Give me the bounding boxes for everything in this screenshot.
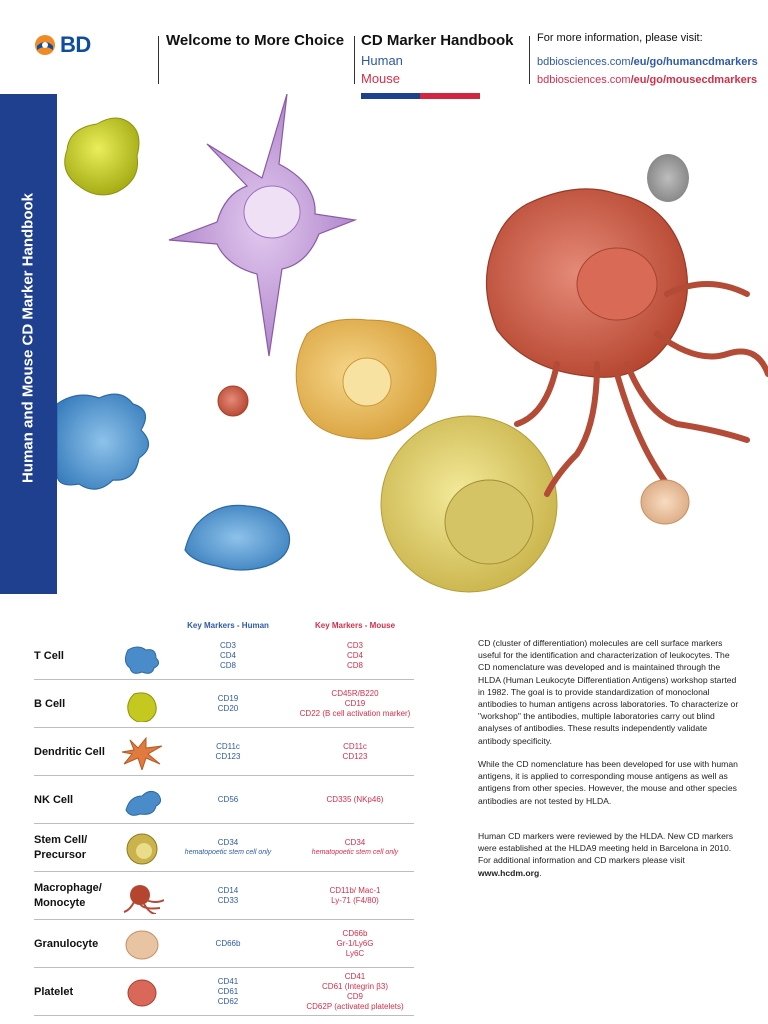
stem-cell-icon xyxy=(120,832,164,866)
table-row xyxy=(34,920,414,968)
human-markers xyxy=(168,632,288,680)
dendritic-cell-icon xyxy=(120,736,164,770)
human-marker: CD8 xyxy=(219,661,236,670)
human-marker: CD4 xyxy=(219,651,236,660)
human-marker: CD14 xyxy=(217,886,239,895)
bd-logo xyxy=(34,32,91,58)
mouse-marker: CD11b/ Mac-1 xyxy=(329,886,381,895)
mouse-marker: Gr-1/Ly6G xyxy=(336,939,374,948)
mouse-marker: CD8 xyxy=(346,661,363,670)
link-path: /eu/go/mousecdmarkers xyxy=(630,74,758,86)
handbook-title: CD Marker Handbook xyxy=(361,32,514,49)
mouse-markers xyxy=(290,680,420,728)
cell-type-name: Dendritic Cell xyxy=(34,745,105,758)
b-cell-illustration xyxy=(65,118,139,195)
mouse-marker: CD66b xyxy=(342,929,368,938)
description-paragraph-3-end: . xyxy=(539,867,542,878)
mouse-marker: CD11c xyxy=(343,742,367,751)
mouse-marker: CD22 (B cell activation marker) xyxy=(299,709,411,718)
grey-cell-illustration xyxy=(647,154,689,202)
mouse-marker: CD19 xyxy=(344,699,366,708)
mouse-marker: Ly6C xyxy=(345,949,365,958)
human-marker: CD62 xyxy=(217,997,239,1006)
small-red-cell-illustration xyxy=(218,386,248,416)
link-domain: bdbiosciences.com xyxy=(537,74,631,86)
mouse-markers-link[interactable] xyxy=(537,74,757,86)
mouse-marker: Ly-71 (F4/80) xyxy=(331,896,379,905)
b-cell-icon xyxy=(120,688,164,722)
nk-cell-illustration xyxy=(185,505,290,570)
hcdm-link[interactable]: www.hcdm.org xyxy=(478,867,540,878)
human-marker: CD56 xyxy=(217,795,239,804)
human-marker: CD19 xyxy=(217,694,239,703)
cell-type-name: NK Cell xyxy=(34,793,74,806)
table-row xyxy=(34,728,414,776)
granulocyte-icon xyxy=(120,928,164,962)
mouse-marker: CD45R/B220 xyxy=(331,689,379,698)
description-paragraph-3-text: Human CD markers were reviewed by the HLDA. New CD markers were established at the HLDA9 meeting held in Barcelona in 2010. For additional information and CD markers please visit xyxy=(478,831,734,866)
table-row xyxy=(34,968,414,1016)
table-row xyxy=(34,824,414,872)
mouse-marker: CD9 xyxy=(346,992,363,1001)
cell-type-name: Macrophage/ Monocyte xyxy=(34,882,102,909)
link-path: /eu/go/humancdmarkers xyxy=(630,56,758,68)
cells-illustration xyxy=(57,94,768,594)
human-markers-link[interactable] xyxy=(537,56,758,68)
cell-type-name: B Cell xyxy=(34,697,66,710)
cell-type-name: Platelet xyxy=(34,985,74,998)
handbook-human-label: Human xyxy=(361,53,403,68)
mouse-marker-note: hematopoetic stem cell only xyxy=(311,849,399,856)
mouse-markers xyxy=(290,872,420,920)
mouse-marker: CD61 (Integrin β3) xyxy=(322,982,388,991)
human-marker: CD3 xyxy=(219,641,236,650)
human-marker: CD41 xyxy=(217,977,239,986)
mouse-marker: CD62P (activated platelets) xyxy=(306,1002,404,1011)
macrophage-icon xyxy=(120,880,164,914)
human-marker: CD123 xyxy=(215,752,241,761)
human-marker: CD11c xyxy=(216,742,240,751)
mouse-markers xyxy=(290,968,420,1016)
mouse-marker: CD123 xyxy=(342,752,368,761)
mouse-marker: CD4 xyxy=(346,651,363,660)
human-markers xyxy=(168,680,288,728)
platelet-icon xyxy=(120,976,164,1010)
human-marker: CD34 xyxy=(217,838,239,847)
mouse-markers xyxy=(290,632,420,680)
t-cell-icon xyxy=(120,640,164,674)
mouse-marker: CD41 xyxy=(344,972,366,981)
side-banner-title: Human and Mouse CD Marker Handbook xyxy=(19,192,37,484)
bd-logo-text: BD xyxy=(60,32,91,57)
t-cell-illustration xyxy=(57,394,149,489)
human-markers xyxy=(168,920,288,968)
header-divider xyxy=(158,36,159,84)
table-row xyxy=(34,632,414,680)
link-domain: bdbiosciences.com xyxy=(537,56,631,68)
mouse-markers xyxy=(290,776,420,824)
header-divider xyxy=(354,36,355,84)
human-marker: CD61 xyxy=(217,987,239,996)
human-marker-note: hematopoetic stem cell only xyxy=(184,849,272,856)
mouse-markers xyxy=(290,824,420,872)
human-markers xyxy=(168,776,288,824)
human-markers xyxy=(168,872,288,920)
human-marker: CD33 xyxy=(217,896,239,905)
human-markers xyxy=(168,824,288,872)
human-markers xyxy=(168,968,288,1016)
table-row xyxy=(34,680,414,728)
mouse-marker: CD335 (NKp46) xyxy=(326,795,384,804)
info-lead-text: For more information, please visit: xyxy=(537,32,703,44)
header-divider xyxy=(529,36,530,84)
col-head-human: Key Markers - Human xyxy=(187,621,269,630)
table-row xyxy=(34,872,414,920)
description-paragraph-1: CD (cluster of differentiation) molecules are cell surface markers useful for the identification and characterization of leukocytes. The CD nomenclature was developed and is maintained through the HLDA (Human Leukocyte Differentiation Antigens) workshop started in 1982. The goal is to provide standardization of monoclonal antibodies to human antigens across laboratories. To characterize or "workshop" the antibodies, multiple laboratories carry out blind analyses of antibodies. These results independently validate antibody specificity. xyxy=(478,638,739,746)
col-head-mouse: Key Markers - Mouse xyxy=(314,621,396,630)
mouse-marker: CD3 xyxy=(346,641,363,650)
description-paragraph-3 xyxy=(478,830,740,879)
mouse-markers xyxy=(290,920,420,968)
bd-sun-icon xyxy=(34,34,56,56)
cell-type-name: Granulocyte xyxy=(34,937,99,950)
welcome-heading: Welcome to More Choice xyxy=(166,32,345,49)
mouse-markers xyxy=(290,728,420,776)
handbook-mouse-label: Mouse xyxy=(361,71,401,86)
cell-type-name: T Cell xyxy=(34,649,64,662)
nk-cell-icon xyxy=(120,784,164,818)
description-paragraph-2: While the CD nomenclature has been developed for use with human antigens, it is applied to corresponding mouse antigens as well as antigens from other species. However, the mouse and other species antibodies are not tested by HLDA. xyxy=(478,759,738,806)
human-marker: CD66b xyxy=(215,939,241,948)
granulocyte-illustration xyxy=(641,480,689,524)
human-marker: CD20 xyxy=(217,704,239,713)
table-row xyxy=(34,776,414,824)
row-divider xyxy=(34,1015,414,1016)
cell-type-name: Stem Cell/ Precursor xyxy=(34,834,88,861)
mouse-marker: CD34 xyxy=(344,838,366,847)
human-markers xyxy=(168,728,288,776)
